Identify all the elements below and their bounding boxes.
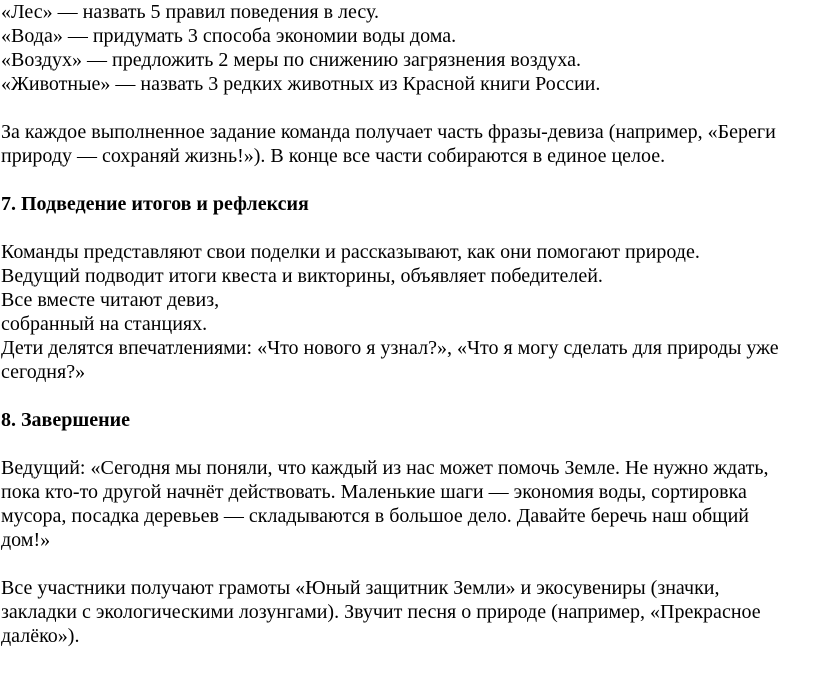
paragraph-line: пока кто-то другой начнёт действовать. Маленькие шаги — экономия воды, сортировка	[1, 481, 747, 503]
task-list	[1, 0, 816, 96]
section-7-body	[1, 240, 816, 384]
host-speech	[1, 456, 816, 552]
section-7-heading: 7. Подведение итогов и рефлексия	[1, 193, 309, 215]
paragraph-line: природу — сохраняй жизнь!»). В конце все части собираются в единое целое.	[1, 145, 666, 167]
paragraph-line: Все участники получают грамоты «Юный защитник Земли» и экосувениры (значки,	[1, 577, 720, 599]
motto-paragraph	[1, 120, 816, 168]
paragraph-line: За каждое выполненное задание команда получает часть фразы-девиза (например, «Береги	[1, 121, 776, 143]
paragraph-line: закладки с экологическими лозунгами). Звучит песня о природе (например, «Прекрасное	[1, 601, 761, 623]
spacer	[1, 168, 816, 192]
paragraph-line: собранный на станциях.	[1, 313, 208, 335]
spacer	[1, 384, 816, 408]
paragraph-line: сегодня?»	[1, 361, 86, 383]
paragraph-line: далёко»).	[1, 625, 80, 647]
task-animals: «Животные» — назвать 3 редких животных из Красной книги России.	[1, 73, 601, 95]
paragraph-line: Ведущий подводит итоги квеста и викторины, объявляет победителей.	[1, 265, 603, 287]
spacer	[1, 432, 816, 456]
paragraph-line: Все вместе читают девиз,	[1, 289, 220, 311]
task-water: «Вода» — придумать 3 способа экономии воды дома.	[1, 25, 457, 47]
section-8-heading: 8. Завершение	[1, 409, 131, 431]
paragraph-line: мусора, посадка деревьев — складываются в большое дело. Давайте беречь наш общий	[1, 505, 749, 527]
task-air: «Воздух» — предложить 2 меры по снижению загрязнения воздуха.	[1, 49, 582, 71]
spacer	[1, 216, 816, 240]
document-page	[1, 0, 816, 648]
paragraph-line: Команды представляют свои поделки и рассказывают, как они помогают природе.	[1, 241, 700, 263]
spacer	[1, 96, 816, 120]
spacer	[1, 552, 816, 576]
paragraph-line: Ведущий: «Сегодня мы поняли, что каждый из нас может помочь Земле. Не нужно ждать,	[1, 457, 769, 479]
task-forest: «Лес» — назвать 5 правил поведения в лесу.	[1, 1, 379, 23]
paragraph-line: Дети делятся впечатлениями: «Что нового я узнал?», «Что я могу сделать для природы уже	[1, 337, 779, 359]
closing-paragraph	[1, 576, 816, 648]
paragraph-line: дом!»	[1, 529, 51, 551]
